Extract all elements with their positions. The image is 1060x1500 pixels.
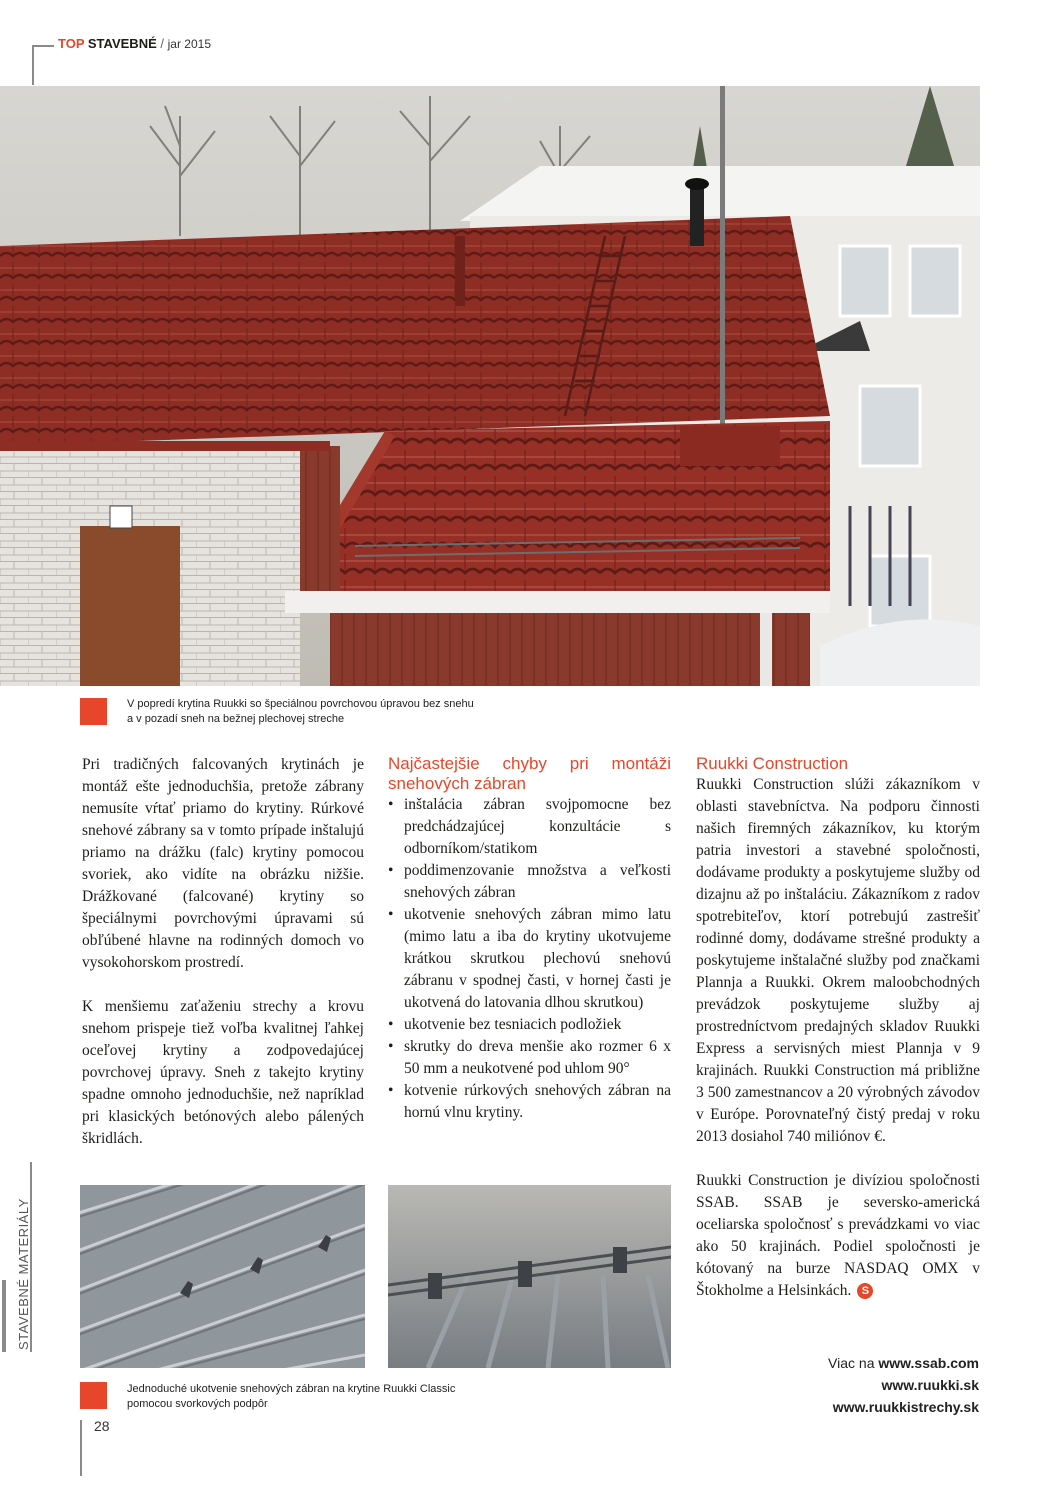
photo-snow-guard-rail bbox=[388, 1185, 671, 1368]
end-of-article-icon: S bbox=[857, 1283, 873, 1299]
bottom-caption bbox=[127, 1382, 507, 1412]
header-corner-rule-vertical bbox=[32, 45, 34, 85]
list-item: • ukotvenie bez tesniacich podložiek bbox=[388, 1014, 671, 1036]
article-column-3 bbox=[696, 754, 980, 1302]
link-ruukkistrechy[interactable]: www.ruukkistrechy.sk bbox=[832, 1399, 979, 1415]
link-ssab[interactable]: www.ssab.com bbox=[878, 1355, 979, 1371]
hero-caption-line-2: a v pozadí sneh na bežnej plechovej streche bbox=[127, 713, 345, 725]
bottom-caption-line-2: pomocou svorkových podpôr bbox=[127, 1398, 268, 1410]
link-ruukki[interactable]: www.ruukki.sk bbox=[881, 1377, 979, 1393]
company-paragraph-text: Ruukki Construction je divíziou spoločnosti SSAB. SSAB je seversko-americká oceliarska spoločnosť s prevádzkami vo viac ako 50 krajinách. Podiel spoločnosti je kótovaný na burze NASDAQ OMX v Štokholme a Helsinkách. bbox=[696, 1172, 980, 1299]
list-item: • poddimenzovanie množstva a veľkosti snehových zábran bbox=[388, 860, 671, 904]
company-heading: Ruukki Construction bbox=[696, 754, 849, 773]
more-info-links bbox=[828, 1352, 979, 1418]
photo-seam-roof-clamps bbox=[80, 1185, 365, 1368]
bottom-caption-line-1: Jednoduché ukotvenie snehových zábran na krytine Ruukki Classic bbox=[127, 1383, 456, 1395]
page-number: 28 bbox=[94, 1418, 110, 1434]
header-corner-rule bbox=[32, 45, 54, 47]
sidebar-heading-mistakes: Najčastejšie chyby pri montáži snehových zábran bbox=[388, 754, 671, 793]
list-item: • skrutky do dreva menšie ako rozmer 6 x 50 mm a neukotvené pod uhlom 90° bbox=[388, 1036, 671, 1080]
company-paragraph: Ruukki Construction slúži zákazníkom v oblasti stavebníctva. Na podporu činnosti našich firemných zákazníkov, ku ktorým patria investori a stavebné spoločnosti, dodávame produkty a poskytujeme služby od dizajnu až po inštaláciu. Zákazníkom z radov spotrebiteľov, ktorí potrebujú zastrešiť rodinné domy, dodávame strešné produkty a poskytujeme inštalačné služby pod značkami Plannja a Ruukki. Okrem maloobchodných prevádzok poskytujeme služby aj prostredníctvom predajných skladov Ruukki Express a servisných miest Plannja v 9 krajinách. Ruukki Construction má približne 3 500 zamestnancov a 20 výrobných závodov v Európe. Porovnateľný čistý predaj v roku 2013 dosiahol 740 miliónov €. bbox=[696, 776, 980, 1145]
links-prefix: Viac na bbox=[828, 1355, 875, 1371]
hero-caption-line-1: V popredí krytina Ruukki so špeciálnou povrchovou úpravou bez snehu bbox=[127, 698, 474, 710]
paragraph: K menšiemu zaťaženiu strechy a krovu snehom prispeje tiež voľba kvalitnej ľahkej oceľovej krytiny a zodpovedajúcej povrchovej úpravy. Sneh z takejto krytiny spadne omnoho jednoduchšie, než napríklad pri klasických betónových alebo pálených škridlách. bbox=[82, 998, 364, 1147]
header-brand-main: STAVEBNÉ bbox=[87, 36, 157, 51]
caption-marker bbox=[80, 698, 107, 725]
header-separator: / bbox=[160, 36, 164, 51]
paragraph: Pri tradičných falcovaných krytinách je montáž ešte jednoduchšia, pretože zábrany nemusíte vŕtať priamo do krytiny. Rúrkové snehové zábrany sa v tomto prípade inštalujú priamo na drážku (falc) krytiny pomocou svoriek, ako vidíte na obrázku nižšie. Drážkované (falcované) krytiny so špeciálnymi povrchovými úpravami sú obľúbené hlavne na rodinných domoch vo vysokohorskom prostredí. bbox=[82, 756, 364, 971]
list-item: • inštalácia zábran svojpomocne bez predchádzajúcej konzultácie s odborníkom/statikom bbox=[388, 794, 671, 860]
page-number-rule bbox=[80, 1420, 82, 1476]
article-column-2 bbox=[388, 754, 671, 1124]
list-item: • ukotvenie snehových zábran mimo latu (mimo latu a iba do krytiny ukotvujeme krátkou skrutkou plechovú snehovú zábranu v spodnej časti, v hornej časti je ukotvená do latovania dlhou skrutkou) bbox=[388, 904, 671, 1014]
article-column-1 bbox=[82, 754, 364, 1150]
header-brand-accent: TOP bbox=[58, 36, 85, 51]
running-header bbox=[58, 36, 211, 51]
list-item: • kotvenie rúrkových snehových zábran na hornú vlnu krytiny. bbox=[388, 1080, 671, 1124]
link-line-1 bbox=[828, 1352, 979, 1374]
header-issue: jar 2015 bbox=[167, 37, 211, 51]
hero-caption bbox=[127, 697, 507, 727]
mistakes-list bbox=[388, 794, 671, 1124]
hero-photo-roof bbox=[0, 86, 980, 686]
section-label: STAVEBNÉ MATERIÁLY bbox=[16, 1198, 31, 1350]
company-paragraph-2 bbox=[696, 1170, 980, 1302]
caption-marker bbox=[80, 1382, 107, 1409]
